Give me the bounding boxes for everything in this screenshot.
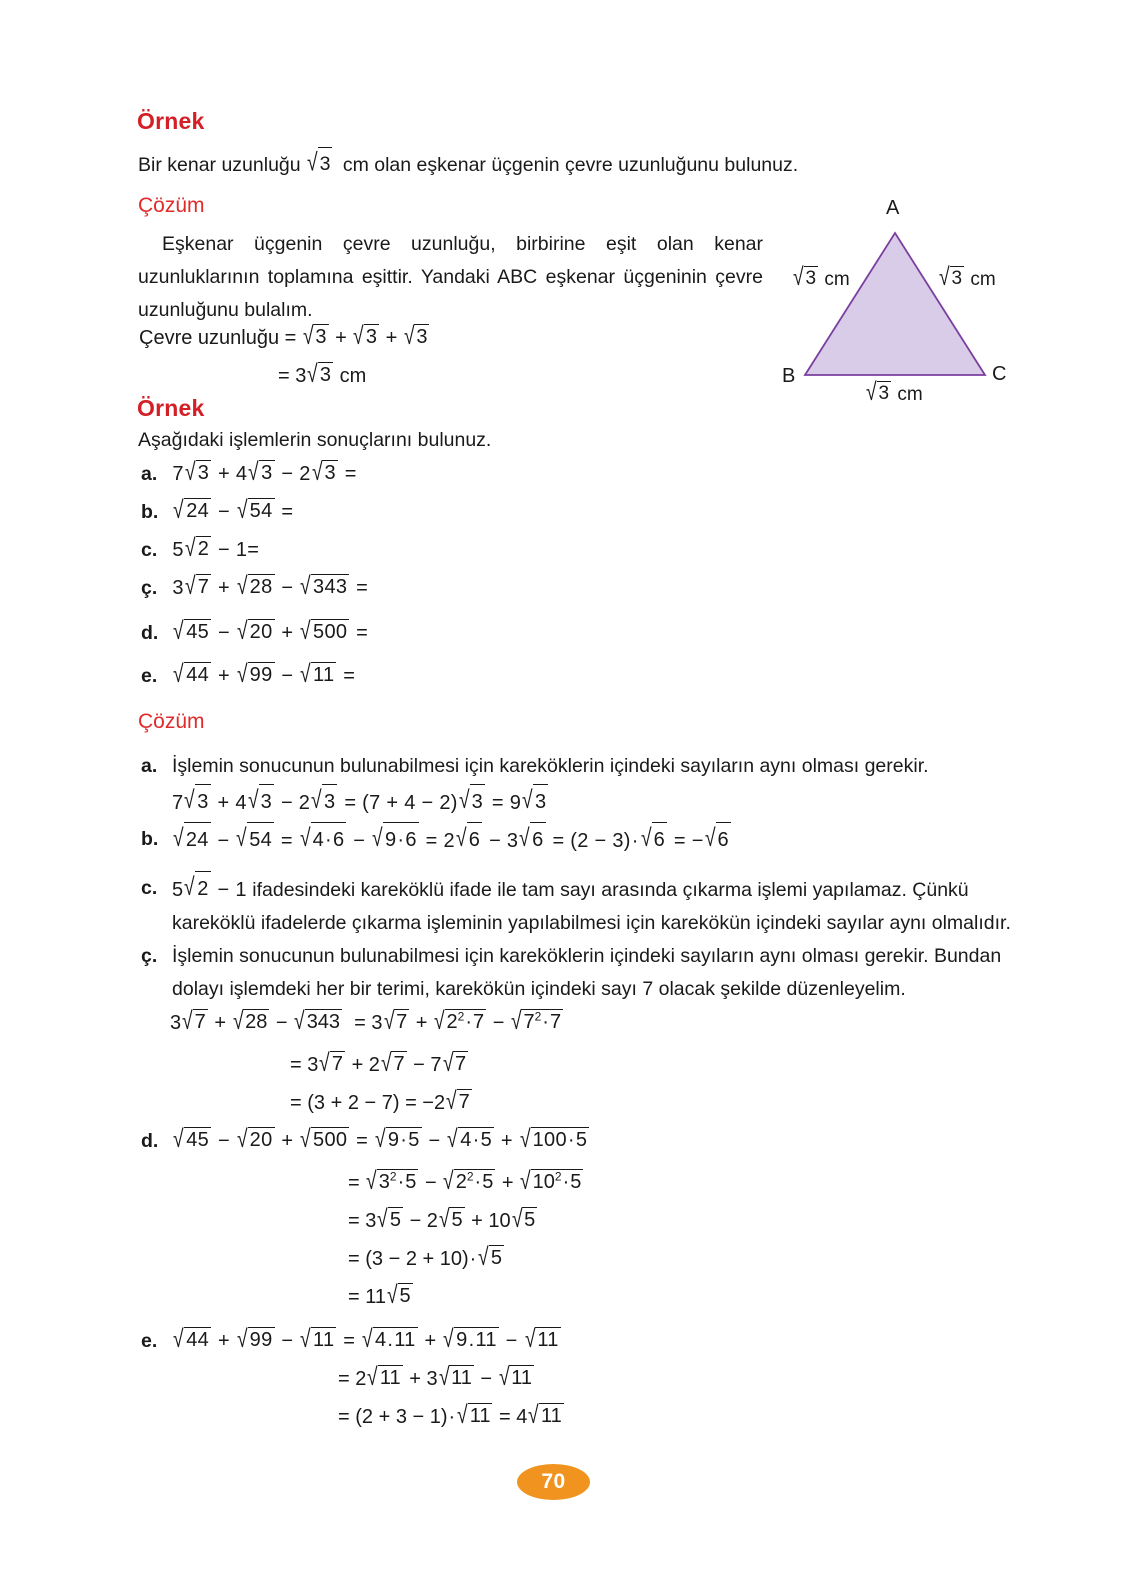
radical-3: √3 (307, 148, 332, 181)
example-1-perimeter-line-2 (278, 360, 367, 389)
solution-d (141, 1125, 590, 1154)
solution-d-math-3: = 3√5 − 2√5 + 10√5 (348, 1205, 536, 1233)
unit-cm: cm (970, 269, 996, 290)
solution-label-c-cedilla: ç. (141, 945, 158, 967)
perimeter-label: Çevre uzunluğu = (139, 327, 297, 349)
item-expression-e: √44 + √99 − √11 = (173, 660, 356, 688)
equals-sign: = (278, 365, 290, 387)
item-expression-c-cedilla: 3√7 + √28 − √343 = (172, 572, 369, 600)
item-label-d: d. (141, 622, 159, 644)
item-label-e: e. (141, 665, 158, 687)
vertex-label-a: A (886, 197, 900, 219)
solution-label-b: b. (141, 828, 159, 850)
solution-cc-math-3: = (3 + 2 − 7) = −2√7 (290, 1087, 470, 1115)
example-1-solution-heading: Çözüm (138, 194, 205, 217)
unit-cm: cm (897, 384, 923, 405)
side-label-right (938, 263, 996, 292)
solution-c-expression: 5√2 − 1 (172, 879, 247, 901)
radical-3: √3 (307, 360, 332, 388)
vertex-label-c: C (992, 363, 1007, 385)
equilateral-triangle-figure (770, 195, 1040, 410)
problem-item-b (141, 496, 294, 525)
item-label-a: a. (141, 463, 158, 485)
item-label-c: c. (141, 539, 158, 561)
radical-3: √3 (302, 322, 327, 350)
solution-e-math-2: = 2√11 + 3√11 − √11 (338, 1363, 532, 1391)
vertex-label-b: B (782, 365, 796, 387)
example-1-solution-paragraph: Eşkenar üçgenin çevre uzunluğu, birbirine eşit olan kenar uzunluklarının toplamına eşittir. Yandaki ABC eşkenar üçgeninin çevre uzunluğunu bulalım. (138, 233, 763, 321)
solution-b (141, 823, 1011, 858)
solution-c-line-1: 5√2 − 1 ifadesindeki kareköklü ifade ile tam sayı arasında çıkarma işlemi yapılamaz. Çünkü (172, 872, 1013, 907)
triangle-shape (805, 233, 985, 375)
solution-cc-line-2: dolayı işlemdeki her bir terimi, karekökün içindeki sayı 7 olacak şekilde düzenleyelim. (172, 978, 906, 1000)
example-2-heading: Örnek (137, 395, 205, 421)
item-label-b: b. (141, 501, 159, 523)
problem-item-e (141, 660, 356, 689)
radical-3: √3 (353, 322, 378, 350)
radical-3: √3 (403, 322, 428, 350)
example-1-question-pre: Bir kenar uzunluğu (138, 154, 301, 176)
solution-d-math-1: √45 − √20 + √500 = √9·5 − √4·5 + √100·5 (173, 1125, 588, 1153)
radical-3: √ 3 (793, 263, 817, 291)
solution-cc-math-2: = 3√7 + 2√7 − 7√7 (290, 1049, 467, 1077)
example-2-solution-heading: Çözüm (138, 710, 205, 733)
solution-label-a: a. (141, 755, 158, 777)
solution-math-b: √24 − √54 = √4·6 − √9·6 = 2√6 − 3√6 = (2 − 3)·√6 = −√6 (172, 823, 1011, 858)
solution-text-a: İşlemin sonucunun bulunabilmesi için kareköklerin içindeki sayıların aynı olması gerekir. (172, 755, 929, 777)
solution-c (141, 872, 1013, 940)
solution-label-e: e. (141, 1330, 158, 1352)
item-expression-a: 7√3 + 4√3 − 2√3 = (172, 458, 357, 486)
item-expression-d: √45 − √20 + √500 = (173, 617, 369, 645)
radical-3: √ 3 (939, 263, 963, 291)
radical-3: √ 3 (866, 378, 890, 406)
solution-d-math-5: = 11√5 (348, 1281, 411, 1309)
item-expression-c: 5√2 − 1= (172, 534, 260, 562)
solution-label-d: d. (141, 1130, 159, 1152)
solution-e-math-1: √44 + √99 − √11 = √4.11 + √9.11 − √11 (173, 1325, 559, 1353)
solution-d-math-2: = $√3^2\cdot 5 - √2^2\cdot 5 + √10^2\cdot 5$ (348, 1167, 582, 1195)
problem-item-a (141, 458, 357, 487)
problem-item-c (141, 534, 260, 563)
problem-item-d (141, 617, 369, 646)
example-2-prompt: Aşağıdaki işlemlerin sonuçlarını bulunuz. (138, 429, 492, 451)
page-number-badge: 70 (517, 1464, 590, 1500)
solution-cc-math-1: $3√7 + √28 - √343 = 3√7 + √2^2\cdot 7 - √7^2\cdot 7$ (170, 1007, 562, 1035)
coefficient: 3 (295, 365, 307, 387)
unit-cm: cm (339, 365, 367, 387)
solution-cc-line-1: İşlemin sonucunun bulunabilmesi için kareköklerin içindeki sayıların aynı olması gerekir. Bundan (172, 945, 1002, 967)
solution-e-math-3: = (2 + 3 − 1)·√11 = 4√11 (338, 1401, 562, 1429)
side-label-bottom (865, 378, 923, 407)
item-expression-b: √24 − √54 = (173, 496, 294, 524)
example-1-question-post: cm olan eşkenar üçgenin çevre uzunluğunu bulunuz. (342, 154, 799, 176)
solution-c-cedilla (141, 940, 1021, 1006)
solution-d-math-4: = (3 − 2 + 10)·√5 (348, 1243, 502, 1271)
solution-e (141, 1325, 562, 1354)
solution-c-line-2: kareköklü ifadelerde çıkarma işleminin yapılabilmesi için karekökün içindeki sayılar aynı olmalıdır. (172, 912, 1011, 934)
example-1-question (138, 148, 798, 181)
solution-a (141, 750, 1001, 820)
example-1-perimeter-line-1: Çevre uzunluğu = √3 + √3 + √3 (139, 322, 428, 350)
solution-label-c: c. (141, 877, 158, 899)
solution-math-a: 7√3 + 4√3 − 2√3 = (7 + 4 − 2)√3 = 9√3 (172, 785, 1001, 820)
side-label-left (792, 263, 850, 292)
item-label-c-cedilla: ç. (141, 577, 158, 599)
unit-cm: cm (824, 269, 850, 290)
example-1-heading: Örnek (137, 108, 205, 134)
problem-item-c-cedilla (141, 572, 369, 601)
